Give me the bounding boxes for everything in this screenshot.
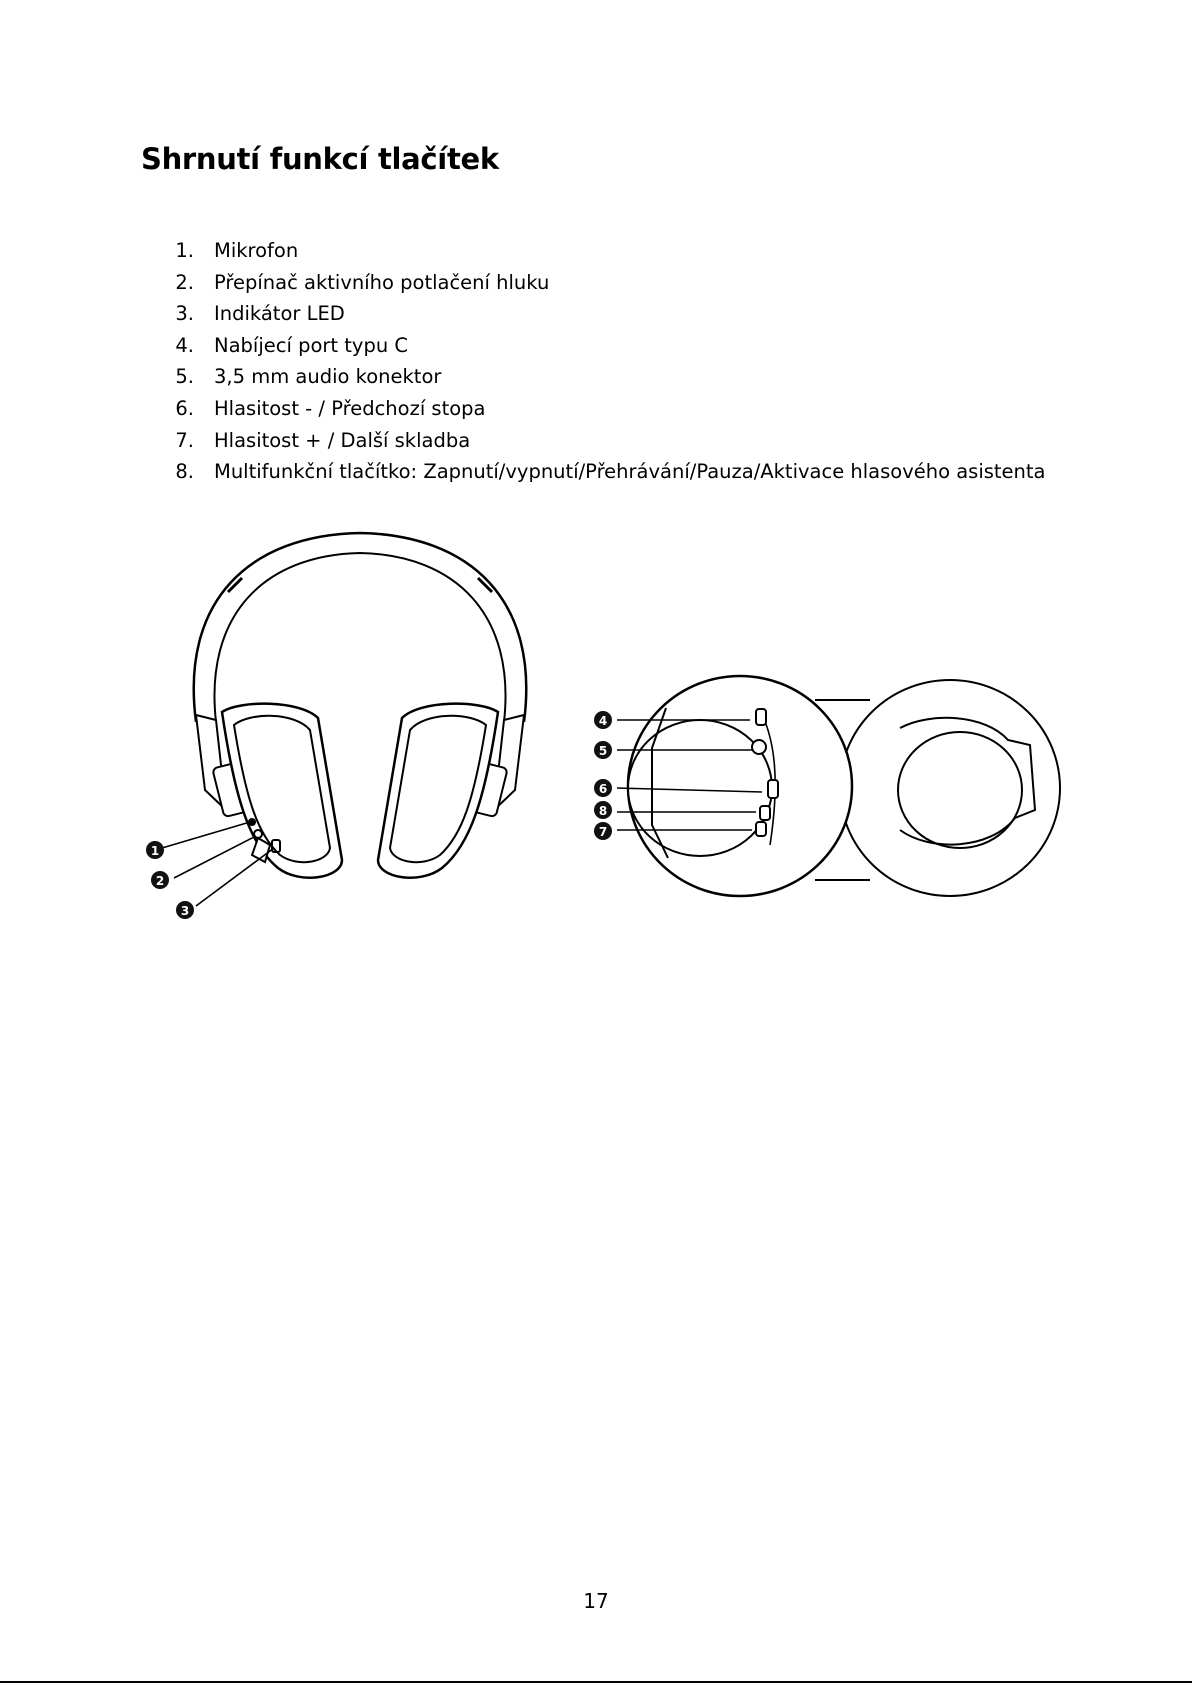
item-label: Indikátor LED: [214, 302, 345, 326]
item-number: 5.: [175, 365, 194, 389]
item-number: 7.: [175, 428, 194, 452]
headphones-front-view: [162, 533, 526, 906]
callout-label: 7: [598, 825, 608, 839]
list-item: [170, 361, 1046, 393]
callout-label: 6: [598, 782, 608, 796]
callout-label: 2: [155, 874, 165, 888]
list-item: [170, 456, 1046, 488]
list-item: [170, 425, 1046, 457]
callout-label: 3: [180, 904, 190, 918]
callout-label: 8: [598, 804, 608, 818]
button-function-list: [170, 235, 1046, 488]
item-number: 3.: [175, 302, 194, 326]
item-label: Hlasitost + / Další skladba: [214, 428, 471, 452]
item-label: 3,5 mm audio konektor: [214, 365, 442, 389]
callout-marker: [594, 822, 612, 840]
callout-label: 5: [598, 744, 608, 758]
item-label: Hlasitost - / Předchozí stopa: [214, 396, 486, 420]
item-number: 8.: [175, 460, 194, 484]
page-number: 17: [583, 1589, 609, 1613]
list-item: [170, 235, 1046, 267]
headphones-side-view: [617, 676, 1060, 896]
item-number: 1.: [175, 239, 194, 262]
item-label: Mikrofon: [214, 239, 299, 262]
item-number: 6.: [175, 396, 194, 420]
page-title: Shrnutí funkcí tlačítek: [141, 142, 499, 176]
callout-marker: [151, 871, 169, 889]
list-item: [170, 393, 1046, 425]
list-item: [170, 330, 1046, 362]
headphones-figure: [0, 520, 1192, 940]
callout-marker: [594, 711, 612, 729]
callout-marker: [146, 841, 164, 859]
callout-label: 4: [598, 714, 608, 728]
footer-divider: [0, 1681, 1192, 1683]
item-label: Nabíjecí port typu C: [214, 333, 408, 357]
item-number: 2.: [175, 270, 194, 294]
callout-marker: [594, 801, 612, 819]
callout-marker: [594, 779, 612, 797]
list-item: [170, 267, 1046, 299]
callout-marker: [594, 741, 612, 759]
callout-label: 1: [150, 844, 160, 858]
item-label: Přepínač aktivního potlačení hluku: [214, 270, 550, 294]
item-label: Multifunkční tlačítko: Zapnutí/vypnutí/Přehrávání/Pauza/Aktivace hlasového asistenta: [214, 460, 1046, 484]
item-number: 4.: [175, 333, 194, 357]
list-item: [170, 298, 1046, 330]
callout-marker: [176, 901, 194, 919]
